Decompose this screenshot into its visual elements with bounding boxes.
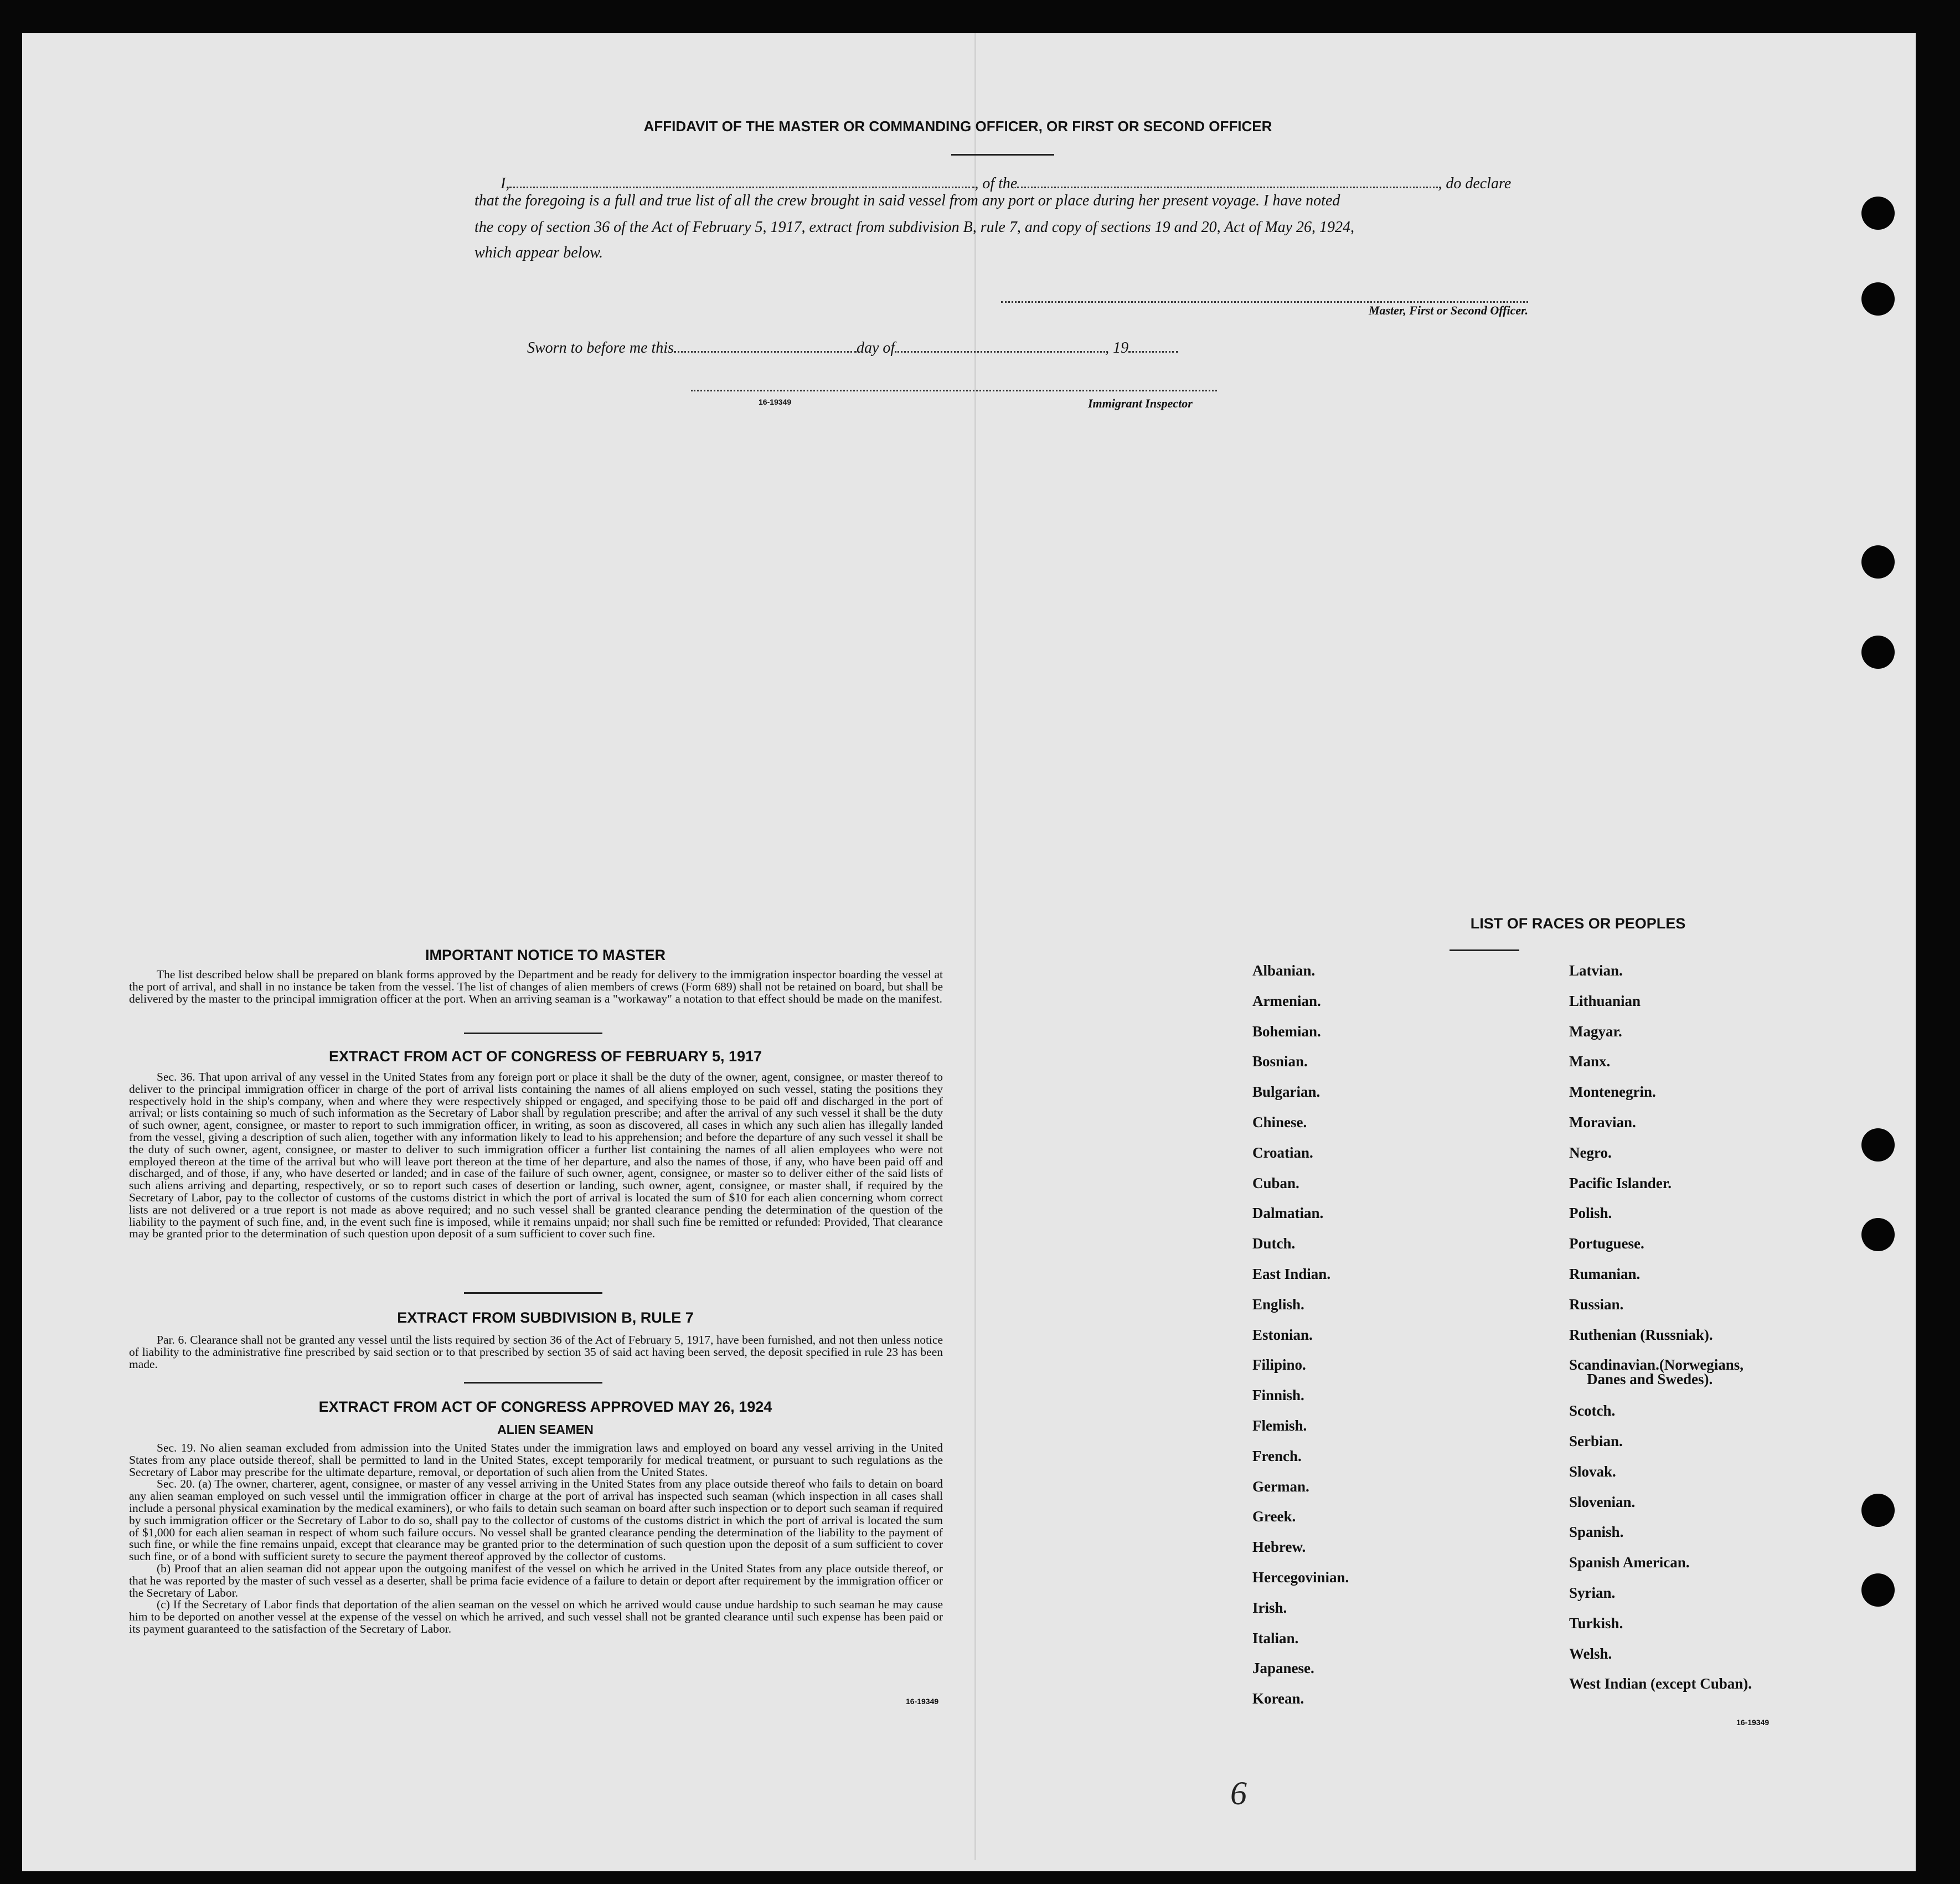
master-caption: Master, First or Second Officer.	[1368, 303, 1528, 317]
divider	[1450, 949, 1519, 951]
center-fold	[974, 33, 976, 1860]
race-item: Manx.	[1569, 1053, 1611, 1070]
race-item: Spanish American.	[1569, 1554, 1690, 1571]
divider	[464, 1382, 602, 1384]
race-item: East Indian.	[1252, 1266, 1331, 1282]
sworn-month-blank[interactable]	[895, 332, 1105, 353]
race-item: Irish.	[1252, 1599, 1287, 1616]
race-item: Rumanian.	[1569, 1266, 1641, 1282]
race-item: Korean.	[1252, 1690, 1304, 1707]
races-form-number: 16-19349	[1736, 1718, 1770, 1727]
race-item: Cuban.	[1252, 1174, 1299, 1191]
year-label: , 19	[1105, 339, 1129, 357]
affidavit-title: AFFIDAVIT OF THE MASTER OR COMMANDING OFFICER, OR FIRST OR SECOND OFFICER	[643, 118, 1272, 135]
race-item: Lithuanian	[1569, 992, 1641, 1009]
extract-1924-title: EXTRACT FROM ACT OF CONGRESS APPROVED MAY 26, 1924	[318, 1398, 772, 1415]
affidavit-line-1: that the foregoing is a full and true list of all the crew brought in said vessel from any port or place during her present voyage. I have noted	[474, 192, 1340, 209]
inspector-caption: Immigrant Inspector	[1088, 396, 1193, 410]
race-item: Magyar.	[1569, 1023, 1622, 1040]
race-item: Bohemian.	[1252, 1023, 1321, 1040]
race-item: Hebrew.	[1252, 1539, 1306, 1556]
affidavit-do-declare: , do declare	[1438, 175, 1512, 192]
race-item: Polish.	[1569, 1205, 1612, 1222]
master-signature-line[interactable]	[1001, 299, 1528, 303]
name-blank[interactable]	[509, 168, 974, 188]
affidavit-line-2: the copy of section 36 of the Act of February 5, 1917, extract from subdivision B, rule 7, and copy of sections 19 and 20, Act of May 26, 1924,	[474, 219, 1355, 236]
race-item: West Indian (except Cuban).	[1569, 1675, 1752, 1692]
race-item: Greek.	[1252, 1508, 1296, 1525]
race-item: Armenian.	[1252, 992, 1321, 1009]
extract-1917-text	[129, 1071, 943, 1240]
race-item: Latvian.	[1569, 962, 1623, 979]
races-title: LIST OF RACES OR PEOPLES	[1470, 915, 1686, 932]
race-item: Russian.	[1569, 1295, 1624, 1313]
rule-7-paragraph: Par. 6. Clearance shall not be granted any vessel until the lists required by section 36 of the Act of February 5, 1917, have been furnished, and not then unless notice of liability to the administrative fine prescribed by said section or to that prescribed by section 35 of said act having been served, the deposit specified in rule 23 has been made.	[129, 1333, 943, 1371]
affidavit-of-the: , of the	[974, 175, 1018, 192]
race-item: French.	[1252, 1447, 1302, 1464]
race-item: Welsh.	[1569, 1645, 1612, 1662]
notice-paragraph: The list described below shall be prepared on blank forms approved by the Department and be ready for delivery to the immigration inspector boarding the vessel at the port of arrival, and shall in no instance be taken from the vessel. The list of changes of alien members of crews (Form 689) shall not be retained on board, but shall be delivered by the master to the principal immigration officer at the port. When an arriving seaman is a "workaway" a notation to that effect should be made on the manifest.	[129, 968, 943, 1005]
punch-hole	[1861, 545, 1895, 579]
race-item: Flemish.	[1252, 1417, 1307, 1434]
race-item: Bulgarian.	[1252, 1083, 1321, 1101]
race-item: German.	[1252, 1478, 1309, 1495]
extract-1924-text	[129, 1442, 943, 1635]
divider	[464, 1033, 602, 1034]
race-item: Slovak.	[1569, 1463, 1616, 1480]
race-item: Albanian.	[1252, 962, 1316, 979]
punch-hole	[1861, 282, 1895, 316]
divider	[951, 154, 1054, 156]
affidavit-form-number: 16-19349	[759, 398, 792, 406]
rule-7-title: EXTRACT FROM SUBDIVISION B, RULE 7	[397, 1309, 694, 1326]
race-item: Slovenian.	[1569, 1493, 1636, 1510]
sworn-day-blank[interactable]	[674, 332, 857, 353]
race-item: English.	[1252, 1295, 1304, 1313]
race-item: Moravian.	[1569, 1114, 1636, 1131]
race-item: Hercegovinian.	[1252, 1569, 1349, 1586]
divider	[464, 1292, 602, 1294]
punch-hole	[1861, 1128, 1895, 1162]
notice-text	[129, 969, 943, 1005]
race-item: Bosnian.	[1252, 1053, 1308, 1070]
race-item: Scotch.	[1569, 1402, 1616, 1420]
rule-7-text	[129, 1334, 943, 1370]
section-20b-paragraph: (b) Proof that an alien seaman did not appear upon the outgoing manifest of the vessel on which he arrived in the United States from any place outside thereof, or that he was reported by the master of such vessel as a deserter, shall be prima facie evidence of a failure to detain or deport after requirement by the immigration officer or the Secretary of Labor.	[129, 1561, 943, 1599]
affidavit-i-label: I,	[501, 175, 510, 192]
race-item: Dutch.	[1252, 1235, 1296, 1252]
day-of-label: day of	[856, 339, 895, 357]
handwritten-page-mark: 6	[1230, 1775, 1247, 1811]
section-19-paragraph: Sec. 19. No alien seaman excluded from admission into the United States under the immigration laws and employed on board any vessel arriving in the United States from any place outside thereof, shall be permitted to land in the United States, except temporarily for medical treatment, or pursuant to such regulations as the Secretary of Labor may prescribe for the ultimate departure, removal, or deportation of such alien from the United States.	[129, 1441, 943, 1479]
alien-seamen-subtitle: ALIEN SEAMEN	[497, 1422, 594, 1437]
vessel-blank[interactable]	[1017, 168, 1438, 188]
race-item: Italian.	[1252, 1629, 1299, 1646]
extract-form-number: 16-19349	[906, 1697, 939, 1706]
race-item: Serbian.	[1569, 1433, 1623, 1449]
affidavit-declaration-line	[501, 168, 1525, 193]
race-item: Portuguese.	[1569, 1235, 1644, 1252]
race-item: Spanish.	[1569, 1524, 1624, 1541]
extract-1917-title: EXTRACT FROM ACT OF CONGRESS OF FEBRUARY 5, 1917	[328, 1048, 762, 1065]
affidavit-line-3: which appear below.	[474, 244, 604, 261]
punch-hole	[1861, 1494, 1895, 1527]
section-20a-paragraph: Sec. 20. (a) The owner, charterer, agent, consignee, or master of any vessel arriving in the United States from any place outside thereof who fails to detain on board any alien seaman employed on such vessel until the immigration officer in charge at the port of arrival has inspected such seaman (which inspection in all cases shall include a personal physical examination by the medical examiners), or who fails to detain such seaman on board after such inspection or to deport such seaman if required by such immigration officer or the Secretary of Labor to do so, shall pay to the collector of customs of the customs district in which the port of arrival is located the sum of $1,000 for each alien seaman in respect of whom such failure occurs. No vessel shall be granted clearance pending the determination of the liability to the payment of such fine, or while the fine remains unpaid, except that clearance may be granted prior to the determination of such question upon the deposit of a sum sufficient to cover such fine, or of a bond with sufficient surety to secure the payment thereof approved by the collector of customs.	[129, 1477, 943, 1563]
race-item: Japanese.	[1252, 1660, 1314, 1677]
race-item: Croatian.	[1252, 1144, 1313, 1161]
race-item: Syrian.	[1569, 1584, 1616, 1601]
race-item: Negro.	[1569, 1144, 1612, 1161]
race-item: Dalmatian.	[1252, 1205, 1324, 1222]
section-36-paragraph: Sec. 36. That upon arrival of any vessel in the United States from any foreign port or place it shall be the duty of the owner, agent, consignee, or master thereof to deliver to the principal immigration officer in charge of the port of arrival lists containing the names of all aliens employed on such vessel, stating the positions they respectively hold in the ship's company, when and where they were respectively shipped or engaged, and specifying those to be paid off and discharged in the port of arrival; or lists containing so much of such information as the Secretary of Labor shall by regulation prescribe; and after the arrival of any such vessel it shall be the duty of such owner, agent, consignee, or master to report to such immigration officer, in writing, as soon as discovered, all cases in which any such alien has illegally landed from the vessel, giving a description of such alien, together with any information likely to lead to his apprehension; and before the departure of any such vessel it shall be the duty of such owner, agent, consignee, or master to deliver to such immigration officer a further list containing the names of all alien employees who were not employed thereon at the time of the arrival but who will leave port thereon at the time of her departure, and also the names of those, if any, who have been paid off and discharged, and of those, if any, who have deserted or landed; and in case of the failure of such owner, agent, consignee, or master so to deliver either of the said lists of such aliens arriving and departing, respectively, or so to report such cases of desertion or landing, such owner, agent, consignee, or master shall, if required by the Secretary of Labor, pay to the collector of customs of the customs district in which the port of arrival is located the sum of $10 for each alien concerning whom correct lists are not delivered or a true report is not made as above required; and no such vessel shall be granted clearance pending the determination of the question of the liability to the payment of such fine, and, in the event such fine is imposed, while it remains unpaid; nor shall such fine be remitted or refunded: Provided, That clearance may be granted prior to the determination of such question upon deposit of a sum sufficient to cover such fine.	[129, 1070, 943, 1241]
punch-hole	[1861, 1573, 1895, 1607]
race-item: Pacific Islander.	[1569, 1174, 1672, 1191]
race-item: Chinese.	[1252, 1114, 1307, 1131]
inspector-signature-line[interactable]	[691, 388, 1217, 391]
race-item: Estonian.	[1252, 1326, 1313, 1343]
race-item: Turkish.	[1569, 1614, 1623, 1632]
race-item: Montenegrin.	[1569, 1083, 1656, 1101]
notice-title: IMPORTANT NOTICE TO MASTER	[425, 947, 666, 963]
sworn-line	[527, 332, 1178, 357]
section-20c-paragraph: (c) If the Secretary of Labor finds that deportation of the alien seaman on the vessel on which he arrived would cause undue hardship to such seaman he may cause him to be deported on another vessel at the expense of the vessel on which he arrived, and such vessel shall not be granted clearance until such expense has been paid or its payment guaranteed to the satisfaction of the Secretary of Labor.	[129, 1598, 943, 1635]
punch-hole	[1861, 197, 1895, 230]
race-item: Scandinavian.(Norwegians,	[1569, 1356, 1744, 1374]
race-item: Finnish.	[1252, 1387, 1304, 1404]
races-right-column	[1569, 962, 1857, 1715]
sworn-label: Sworn to before me this	[527, 339, 674, 357]
sworn-year-blank[interactable]	[1128, 332, 1178, 353]
race-item: Filipino.	[1252, 1356, 1306, 1374]
race-item: Ruthenian (Russniak).	[1569, 1326, 1713, 1343]
race-item: Danes and Swedes).	[1587, 1371, 1713, 1388]
punch-hole	[1861, 636, 1895, 669]
punch-hole	[1861, 1218, 1895, 1251]
